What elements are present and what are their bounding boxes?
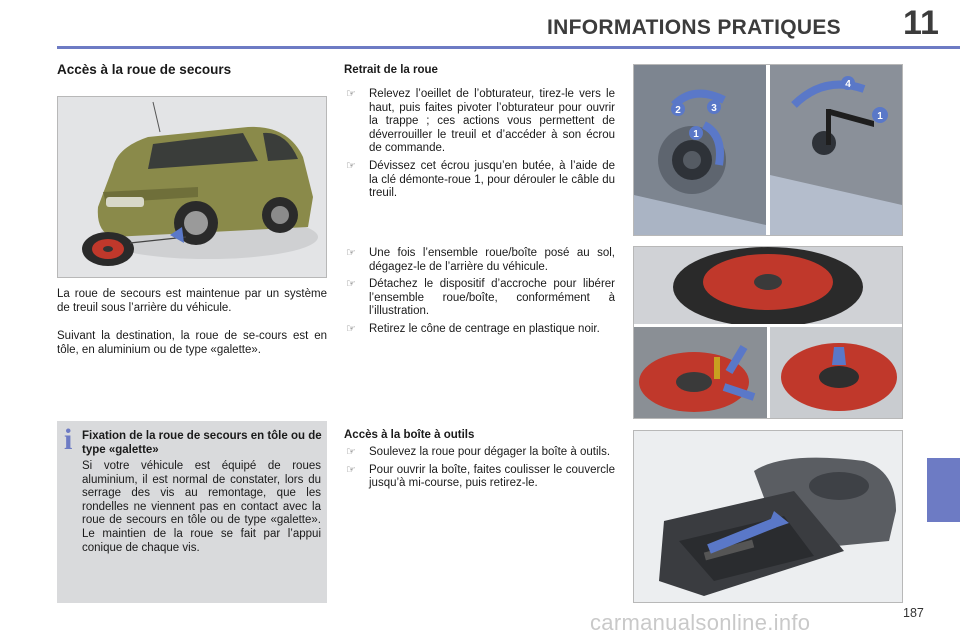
page-number: 187 (903, 606, 924, 620)
retrait-steps-b (344, 247, 615, 341)
boite-title: Accès à la boîte à outils (344, 429, 475, 441)
list-item: ☞ Pour ouvrir la boîte, faites coulisser le couvercle jusqu’à mi-course, puis retirez-le. (346, 463, 615, 490)
figure-label-1: 1 (693, 129, 699, 140)
info-box-title: Fixation de la roue de secours en tôle ou de type «galette» (82, 430, 322, 456)
info-box (57, 421, 327, 603)
car-spare-wheel-photo (57, 96, 327, 278)
boite-steps (344, 446, 615, 495)
pointing-hand-icon: ☞ (346, 247, 356, 259)
chapter-title: INFORMATIONS PRATIQUES (547, 16, 841, 39)
list-item: ☞ Soulevez la roue pour dégager la boîte à outils. (346, 446, 611, 458)
pointing-hand-icon: ☞ (346, 278, 356, 291)
info-box-body: Si votre véhicule est équipé de roues aluminium, il est normal de constater, lors du serrage des vis au remontage, que les rondelles ne viennent pas en contact avec la roue de secours en tôle ou de type «galette». Le maintien de la roue se fait par l’appui conique de chaque vis. (82, 460, 321, 554)
intro-paragraph-1: La roue de secours est maintenue par un système de treuil sous l’arrière du véhicule. (57, 288, 327, 314)
watermark: carmanualsonline.info (590, 610, 811, 635)
pointing-hand-icon: ☞ (346, 88, 356, 100)
winch-illustration (634, 65, 902, 235)
car-illustration (58, 97, 326, 277)
figure-label-3: 3 (711, 103, 717, 114)
pointing-hand-icon: ☞ (346, 322, 356, 335)
chapter-number: 11 (903, 4, 939, 42)
toolbox-photo (633, 430, 903, 603)
figure-label-2: 2 (675, 105, 681, 116)
retrait-title: Retrait de la roue (344, 64, 438, 76)
header-rule (57, 46, 960, 49)
list-item: ☞ Relevez l’oeillet de l’obturateur, tirez-le vers le haut, puis faites pivoter l’obturateur pour ouvrir la trappe ; ces actions vous permettent de déverrouiller le treuil et d’accéder à son écrou de commande. (346, 88, 615, 155)
wheel-release-illustration (634, 247, 902, 418)
pointing-hand-icon: ☞ (346, 446, 356, 458)
chapter-tab (927, 458, 960, 522)
winch-access-photo (633, 64, 903, 236)
wheel-release-photo (633, 246, 903, 419)
pointing-hand-icon: ☞ (346, 463, 356, 476)
list-item: ☞ Une fois l’ensemble roue/boîte posé au sol, dégagez-le de l’arrière du véhicule. (346, 247, 615, 273)
figure-label-4: 4 (845, 79, 851, 90)
toolbox-illustration (634, 431, 902, 602)
list-item: ☞ Dévissez cet écrou jusqu’en butée, à l’aide de la clé démonte-roue 1, pour dérouler le câble du treuil. (346, 159, 615, 200)
figure-label-1b: 1 (877, 111, 883, 122)
info-icon: i (64, 423, 73, 456)
retrait-steps-a (344, 88, 615, 205)
list-item: ☞ Retirez le cône de centrage en plastique noir. (346, 322, 600, 335)
pointing-hand-icon: ☞ (346, 159, 356, 172)
list-item: ☞ Détachez le dispositif d’accroche pour libérer l’ensemble roue/boîte, conformément à l’illustration. (346, 278, 615, 318)
intro-paragraph-2: Suivant la destination, la roue de se-cours est en tôle, en aluminium ou de type «galette». (57, 330, 327, 356)
section-title: Accès à la roue de secours (57, 62, 232, 77)
